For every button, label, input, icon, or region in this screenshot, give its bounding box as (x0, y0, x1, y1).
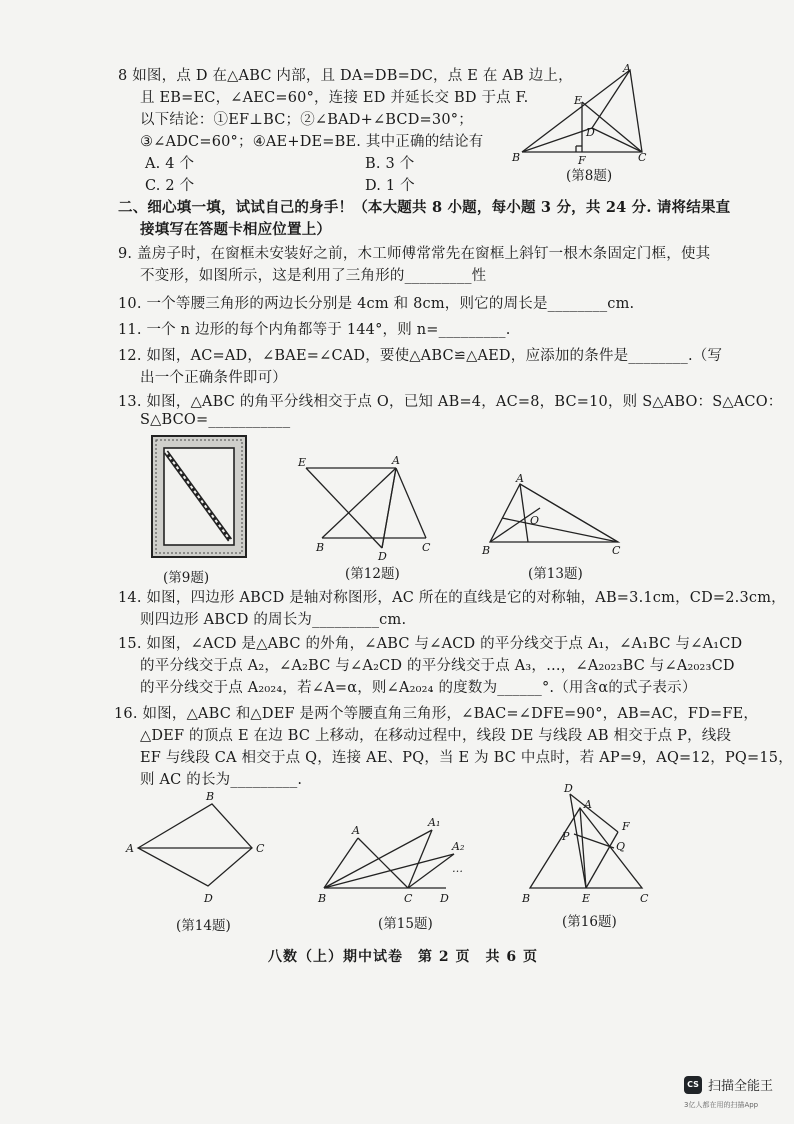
figure-q12 (294, 452, 444, 562)
label-d: D (564, 782, 573, 795)
figure-q13 (480, 470, 630, 560)
q8-option-a: A. 4 个 (145, 156, 195, 172)
q13-line1: 13. 如图，△ABC 的角平分线相交于点 O，已知 AB=4，AC=8，BC=10，则 S△ABO：S△ACO： (118, 394, 783, 410)
label-b: B (316, 541, 325, 554)
label-b: B (512, 151, 521, 164)
q9-line1: 9. 盖房子时，在窗框未安装好之前，木工师傅常常先在窗框上斜钉一根木条固定门框，使其 (118, 246, 711, 262)
q8-option-c: C. 2 个 (145, 178, 195, 194)
label-a: A (623, 62, 631, 75)
scanner-watermark (684, 1075, 773, 1094)
label-a1: A₁ (428, 816, 441, 829)
label-c: C (638, 151, 647, 164)
q14-line2: 则四边形 ABCD 的周长为_________cm. (140, 612, 407, 628)
label-a: A (584, 798, 592, 811)
section2-line2: 接填写在答题卡相应位置上） (140, 221, 332, 238)
label-o: O (530, 514, 540, 527)
segment-ad (592, 70, 630, 128)
label-a: A (392, 454, 400, 467)
label-b: B (482, 544, 491, 557)
q16-line1: 16. 如图，△ABC 和△DEF 是两个等腰直角三角形，∠BAC=∠DFE=90°，AB=AC，FD=FE， (114, 706, 759, 722)
label-b: B (522, 892, 531, 905)
label-p: P (562, 830, 570, 843)
caption-q15: (第15题) (378, 916, 433, 932)
caption-q9: (第9题) (163, 570, 210, 586)
label-d: D (586, 126, 595, 139)
q10-line1: 10. 一个等腰三角形的两边长分别是 4cm 和 8cm，则它的周长是________cm. (118, 296, 635, 312)
label-f: F (622, 820, 630, 833)
label-d: D (204, 892, 213, 905)
brand-tagline: 3亿人都在用的扫描App (684, 1101, 759, 1109)
q15-line1: 15. 如图，∠ACD 是△ABC 的外角，∠ABC 与∠ACD 的平分线交于点 A₁，∠A₁BC 与∠A₁CD (118, 636, 743, 652)
label-e: E (574, 94, 583, 107)
q15-line2: 的平分线交于点 A₂，∠A₂BC 与∠A₂CD 的平分线交于点 A₃，…，∠A₂₀₂₃BC 与∠A₂₀₂₃CD (140, 658, 735, 674)
q9-line2: 不变形，如图所示，这是利用了三角形的_________性 (140, 268, 487, 284)
label-d: D (378, 550, 387, 562)
label-e: E (298, 456, 307, 469)
q8-line3: 以下结论：①EF⊥BC；②∠BAD+∠BCD=30°； (140, 112, 473, 128)
caption-q13: (第13题) (528, 566, 583, 582)
figure-q14 (120, 786, 270, 906)
figure-q16 (518, 782, 658, 908)
q16-line4: 则 AC 的长为_________. (140, 772, 303, 788)
label-c: C (612, 544, 621, 557)
caption-q12: (第12题) (345, 566, 400, 582)
figure-q15 (312, 814, 472, 910)
q15-line3: 的平分线交于点 A₂₀₂₄，若∠A=α，则∠A₂₀₂₄ 的度数为______°.（用含α的式子表示） (140, 680, 697, 696)
q8-line2: 且 EB=EC，∠AEC=60°，连接 ED 并延长交 BD 于点 F. (140, 90, 529, 106)
q12-line2: 出一个正确条件即可） (140, 370, 287, 386)
q11-line1: 11. 一个 n 边形的每个内角都等于 144°，则 n=_________. (118, 322, 511, 338)
q14-line1: 14. 如图，四边形 ABCD 是轴对称图形，AC 所在的直线是它的对称轴，AB=3.1cm，CD=2.3cm， (118, 590, 786, 606)
brand-name: 扫描全能王 (708, 1079, 774, 1094)
q16-line2: △DEF 的顶点 E 在边 BC 上移动，在移动过程中，线段 DE 与线段 AB 相交于点 P，线段 (140, 728, 732, 744)
q8-line1: 8 如图，点 D 在△ABC 内部，且 DA=DB=DC，点 E 在 AB 边上， (118, 68, 573, 84)
caption-q8: (第8题) (566, 168, 613, 184)
q8-option-b: B. 3 个 (365, 156, 415, 172)
section2-line1: 二、细心填一填，试试自己的身手！（本大题共 8 小题，每小题 3 分，共 24 分. 请将结果直 (118, 199, 731, 216)
label-a: A (516, 472, 524, 485)
label-a: A (352, 824, 360, 837)
caption-q16: (第16题) (562, 914, 617, 930)
label-b: B (318, 892, 327, 905)
q16-line3: EF 与线段 CA 相交于点 Q，连接 AE、PQ，当 E 为 BC 中点时，若 AP=9，AQ=12，PQ=15， (140, 750, 793, 766)
label-f: F (578, 154, 586, 167)
label-c: C (640, 892, 649, 905)
q8-option-d: D. 1 个 (365, 178, 415, 194)
caption-q14: (第14题) (176, 918, 231, 934)
label-c: C (404, 892, 413, 905)
label-a2: A₂ (452, 840, 465, 853)
q12-line1: 12. 如图，AC=AD，∠BAE=∠CAD，要使△ABC≌△AED，应添加的条件是________.（写 (118, 348, 723, 364)
figure-q9-window-frame (150, 434, 248, 559)
label-a: A (126, 842, 134, 855)
label-ellipsis: … (452, 862, 463, 875)
label-c: C (422, 541, 431, 554)
q8-line4: ③∠ADC=60°；④AE+DE=BE. 其中正确的结论有 (140, 134, 484, 150)
label-d: D (440, 892, 449, 905)
figure-q8 (510, 62, 660, 177)
label-c: C (256, 842, 265, 855)
q13-line2: S△BCO=___________ (140, 412, 291, 428)
camscanner-logo-icon: CS (684, 1076, 702, 1094)
label-b: B (206, 790, 215, 803)
label-q: Q (616, 840, 626, 853)
label-e: E (582, 892, 591, 905)
page-footer: 八数（上）期中试卷 第 2 页 共 6 页 (268, 949, 538, 965)
